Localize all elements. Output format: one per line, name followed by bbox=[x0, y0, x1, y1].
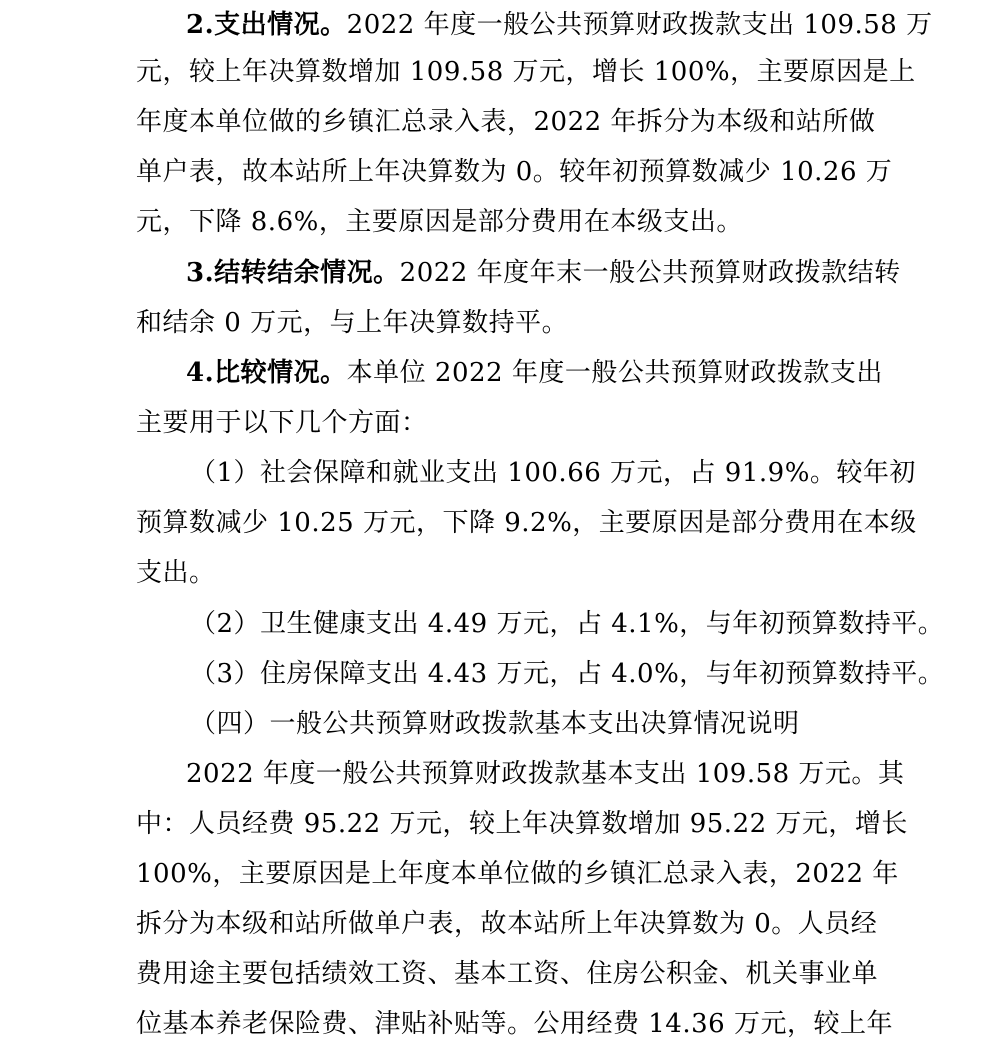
line-text: 2022 年度年末一般公共预算财政拨款结转 bbox=[399, 258, 901, 288]
paragraph-line bbox=[186, 0, 933, 50]
paragraph-line: 和结余 0 万元，与上年决算数持平。 bbox=[136, 308, 569, 338]
paragraph-line: 元，下降 8.6%，主要原因是部分费用在本级支出。 bbox=[136, 207, 743, 237]
paragraph-line: 拆分为本级和站所做单户表，故本站所上年决算数为 0。人员经 bbox=[136, 909, 878, 939]
paragraph-line: 预算数减少 10.25 万元，下降 9.2%，主要原因是部分费用在本级 bbox=[136, 508, 917, 538]
section-heading-carryover: 3.结转结余情况。 bbox=[186, 258, 400, 288]
line-text: 本单位 2022 年度一般公共预算财政拨款支出 bbox=[346, 358, 883, 388]
paragraph-line: 100%，主要原因是上年度本单位做的乡镇汇总录入表，2022 年 bbox=[136, 859, 899, 889]
list-item-line: （1）社会保障和就业支出 100.66 万元，占 91.9%。较年初 bbox=[190, 458, 916, 488]
paragraph-line: 支出。 bbox=[136, 558, 216, 588]
paragraph-line: 中：人员经费 95.22 万元，较上年决算数增加 95.22 万元，增长 bbox=[136, 809, 908, 839]
section-heading-comparison: 4.比较情况。 bbox=[186, 358, 347, 388]
paragraph-line bbox=[186, 248, 901, 298]
paragraph-line: 位基本养老保险费、津贴补贴等。公用经费 14.36 万元，较上年 bbox=[136, 1009, 893, 1039]
line-text: 2022 年度一般公共预算财政拨款支出 109.58 万 bbox=[346, 10, 933, 40]
paragraph-line: 主要用于以下几个方面： bbox=[136, 408, 428, 438]
paragraph-line bbox=[186, 348, 883, 398]
section-heading-expenditure: 2.支出情况。 bbox=[186, 10, 347, 40]
paragraph-line: 年度本单位做的乡镇汇总录入表，2022 年拆分为本级和站所做 bbox=[136, 107, 876, 137]
subsection-heading: （四）一般公共预算财政拨款基本支出决算情况说明 bbox=[190, 709, 800, 739]
paragraph-line: 单户表，故本站所上年决算数为 0。较年初预算数减少 10.26 万 bbox=[136, 157, 893, 187]
paragraph-line: 费用途主要包括绩效工资、基本工资、住房公积金、机关事业单 bbox=[136, 959, 879, 989]
list-item-line: （2）卫生健康支出 4.49 万元，占 4.1%，与年初预算数持平。 bbox=[190, 609, 945, 639]
list-item-line: （3）住房保障支出 4.43 万元，占 4.0%，与年初预算数持平。 bbox=[190, 659, 945, 689]
paragraph-line: 2022 年度一般公共预算财政拨款基本支出 109.58 万元。其 bbox=[186, 759, 905, 789]
paragraph-line: 元，较上年决算数增加 109.58 万元，增长 100%，主要原因是上 bbox=[136, 57, 916, 87]
